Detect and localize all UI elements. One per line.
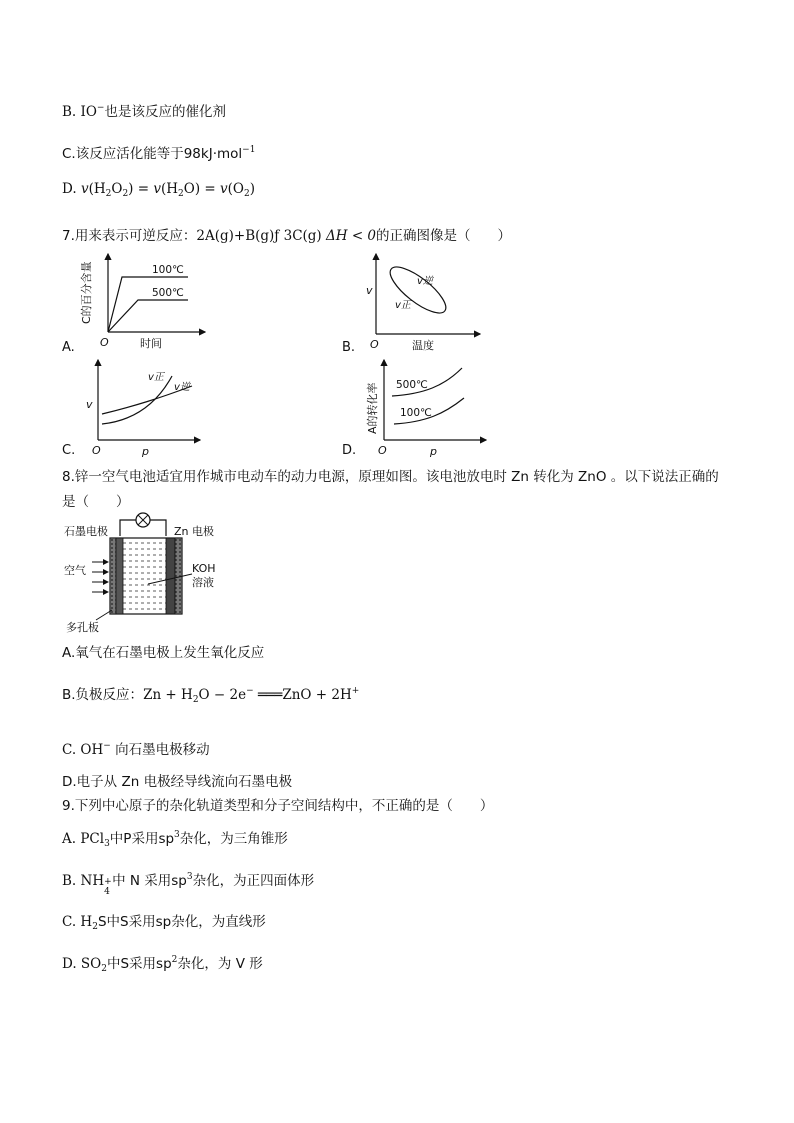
origin: O	[92, 444, 101, 457]
q9-b-sup: 3	[186, 872, 193, 882]
ellipse-curve	[384, 260, 452, 321]
q7-figure-c-svg	[80, 358, 210, 458]
graphite-electrode	[116, 538, 123, 614]
q8-b-pre: B.负极反应：	[62, 687, 144, 703]
q8-option-c	[62, 738, 210, 758]
origin: O	[378, 444, 387, 457]
q6-d-s3: 2	[178, 189, 184, 199]
q9-option-b	[62, 869, 315, 897]
label-v-fwd: v正	[395, 300, 411, 311]
q6-d-s2: 2	[122, 189, 129, 199]
curve-500c	[108, 300, 188, 332]
q9-stem: 9.下列中心原子的杂化轨道类型和分子空间结构中，不正确的是（ ）	[62, 798, 494, 814]
zn-label: Zn 电极	[174, 525, 215, 538]
q9-option-d	[62, 952, 263, 974]
q7-figure-d-svg	[364, 358, 494, 458]
q6-d-s4: 2	[243, 189, 250, 199]
q9-d-pre: D. SO	[62, 956, 102, 972]
q7-label-d: D.	[342, 443, 357, 458]
q6-option-c	[62, 142, 255, 162]
q7-figure-a	[80, 252, 210, 352]
q7-label-c: C.	[62, 443, 76, 458]
q9-option-c	[62, 910, 266, 932]
q7-figure-b	[360, 252, 490, 352]
xlabel: p	[430, 445, 437, 458]
q6-option-b-tail: 也是该反应的催化剂	[104, 104, 226, 120]
ylabel: C的百分含量	[80, 261, 93, 324]
q6-d-label: D.	[62, 181, 81, 197]
koh-label: KOH	[192, 562, 216, 575]
q7-stem-pre: 7.用来表示可逆反应：	[62, 228, 197, 244]
label-500c: 500℃	[152, 287, 184, 299]
label-100c: 100℃	[152, 264, 184, 276]
wire-right	[150, 520, 166, 536]
q6-option-c-text: C.该反应活化能等于98kJ·mol	[62, 146, 243, 162]
q9-b-mid: 中 N 采用sp	[112, 873, 187, 889]
q6-d-e: O) =	[183, 181, 220, 197]
xlabel: 温度	[412, 339, 434, 352]
q8-stem-line2: 是（ ）	[62, 494, 130, 510]
q6-d-v2: v	[153, 181, 161, 197]
q8-b-eq1: Zn + H	[143, 687, 193, 703]
q8-battery-figure	[62, 510, 232, 635]
q7-stem-eq: 2A(g)+B(g)ƒ 3C(g)	[196, 228, 326, 244]
q7-label-b: B.	[342, 340, 356, 355]
label-100c: 100℃	[400, 407, 432, 419]
q7-label-a: A.	[62, 340, 75, 355]
q9-b-pre: B. NH	[62, 873, 105, 889]
graphite-label: 石墨电极	[64, 525, 108, 538]
label-v-rev: v逆	[417, 276, 433, 287]
right-wall	[175, 538, 182, 614]
q6-d-v1: v	[80, 181, 89, 197]
q7-stem-dh: ΔH < 0	[326, 228, 377, 244]
q6-d-d: (H	[160, 181, 179, 197]
q6-d-s1: 2	[105, 189, 112, 199]
q9-d-post: 杂化，为 V 形	[177, 956, 263, 972]
origin: O	[370, 338, 379, 351]
label-500c: 500℃	[396, 379, 428, 391]
q8-b-eq2: O − 2e	[198, 687, 247, 703]
q9-b-charge: +	[104, 877, 112, 887]
q8-b-sup2: +	[351, 686, 360, 696]
q6-d-v3: v	[220, 181, 228, 197]
ylabel: A的转化率	[366, 382, 379, 434]
ylabel: v	[86, 398, 93, 411]
q7-figure-b-svg	[360, 252, 490, 352]
wire-left	[120, 520, 136, 536]
q7-stem-post: 的正确图像是（ ）	[376, 228, 512, 244]
q6-option-c-sup: −1	[242, 145, 256, 155]
q6-option-b-sup: −	[96, 103, 105, 113]
q8-b-s1: 2	[192, 695, 199, 705]
q7-figure-a-svg	[80, 252, 210, 352]
q6-d-g: )	[249, 181, 255, 197]
q9-b-sub: 4	[104, 887, 110, 897]
q9-b-post: 杂化，为正四面体形	[192, 873, 315, 889]
ylabel: v	[366, 284, 373, 297]
q8-c-sup: −	[103, 741, 111, 751]
q7-stem	[62, 224, 511, 244]
q9-d-sup: 2	[171, 955, 178, 965]
q9-c-pre: C. H	[62, 914, 93, 930]
q9-a-sup: 3	[174, 830, 180, 840]
q9-option-a	[62, 827, 288, 849]
curve-100c	[108, 277, 188, 332]
zn-electrode	[166, 538, 175, 614]
q8-option-b	[62, 683, 359, 705]
q6-d-f: (O	[227, 181, 244, 197]
q7-figure-d	[364, 358, 494, 458]
q9-a-mid: 中P采用sp	[109, 831, 175, 847]
q6-d-a: (H	[88, 181, 106, 197]
q8-c-pre: C. OH	[62, 742, 104, 758]
q9-a-pre: A. PCl	[62, 831, 105, 847]
q8-option-a: A.氧气在石墨电极上发生氧化反应	[62, 645, 265, 661]
q6-option-b-text: B. IO	[62, 104, 97, 120]
q8-stem-line1: 8.锌一空气电池适宜用作城市电动车的动力电源，原理如图。该电池放电时 Zn 转化为 ZnO 。以下说法正确的	[62, 469, 719, 485]
q6-d-c: ) =	[128, 181, 154, 197]
q8-b-sup1: −	[246, 686, 254, 696]
q9-c-post: S中S采用sp杂化，为直线形	[97, 914, 266, 930]
xlabel: 时间	[140, 337, 162, 350]
xlabel: p	[142, 445, 149, 458]
q6-d-b: O	[111, 181, 123, 197]
q8-c-post: 向石墨电极移动	[110, 742, 210, 758]
q8-b-eq3: ═══ZnO + 2H	[253, 687, 352, 703]
q9-d-sub: 2	[101, 964, 107, 974]
q8-battery-svg	[62, 510, 232, 635]
q6-option-d	[62, 181, 255, 199]
origin: O	[100, 336, 109, 349]
plate-leader	[96, 610, 112, 620]
q9-a-post: 杂化，为三角锥形	[179, 831, 288, 847]
q8-option-d: D.电子从 Zn 电极经导线流向石墨电极	[62, 774, 293, 790]
q6-option-b	[62, 100, 226, 120]
label-v-rev: v逆	[174, 382, 190, 393]
label-v-fwd: v正	[148, 372, 164, 383]
q9-a-sub: 3	[104, 839, 110, 849]
plate-label: 多孔板	[66, 621, 99, 634]
q9-d-mid: 中S采用sp	[106, 956, 172, 972]
curve-v-fwd	[102, 376, 172, 424]
porous-plate	[110, 538, 116, 614]
q9-c-sub: 2	[92, 922, 98, 932]
solution-label: 溶液	[192, 576, 214, 589]
q7-figure-c	[80, 358, 210, 458]
air-label: 空气	[64, 564, 86, 577]
